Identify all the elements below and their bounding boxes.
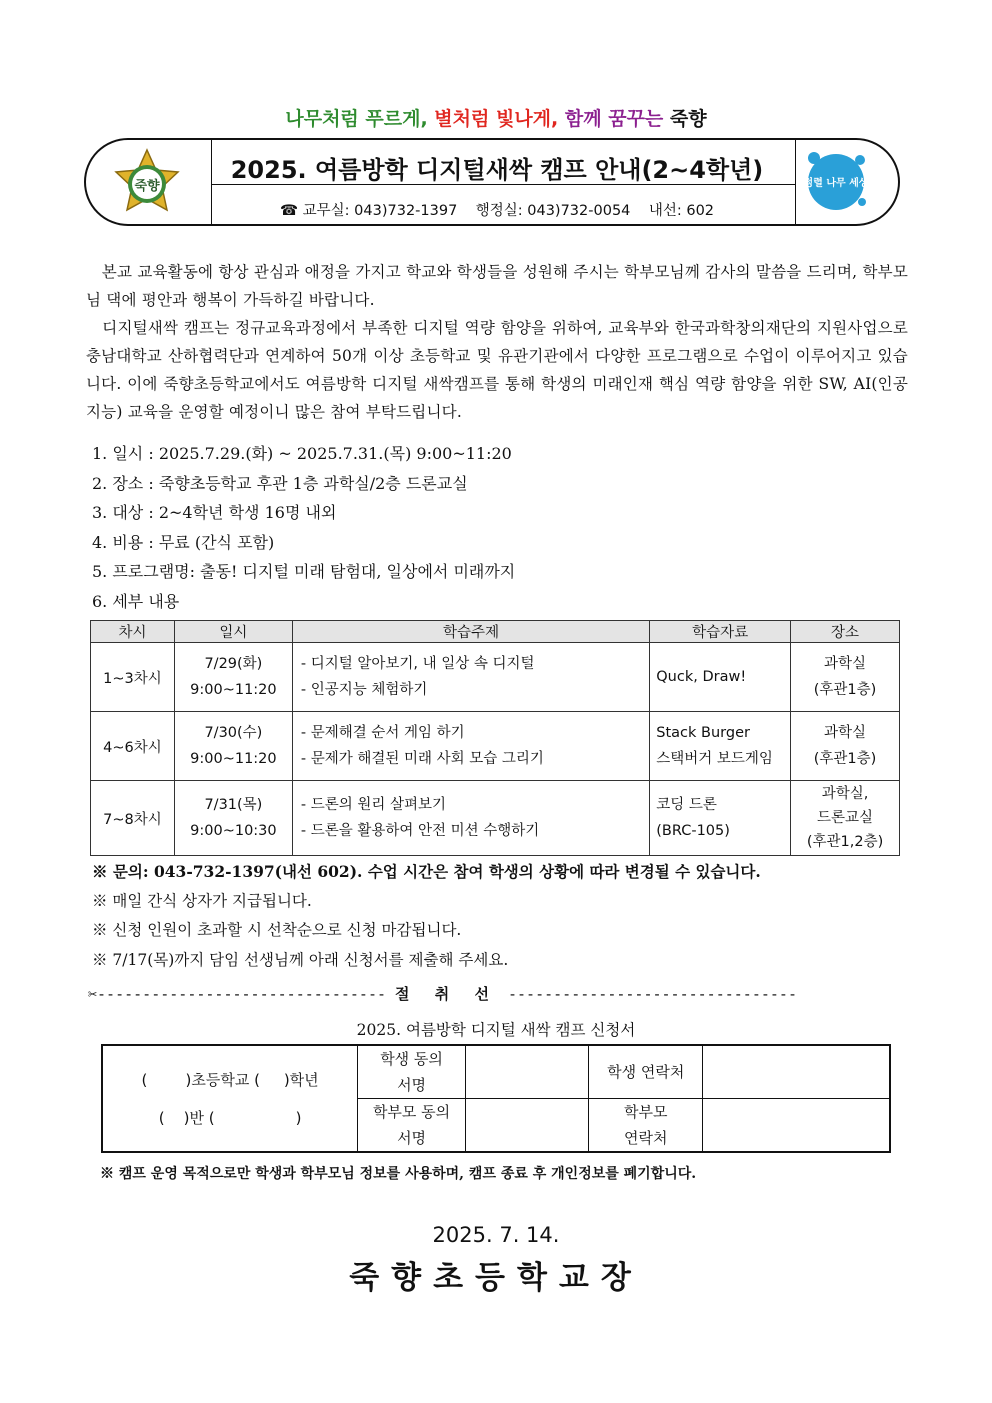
notes-list	[92, 857, 912, 975]
header-cell: 학습주제	[292, 621, 649, 643]
form-title: 2025. 여름방학 디지털 새싹 캠프 신청서	[356, 1021, 636, 1039]
student-contact-field[interactable]	[703, 1045, 890, 1099]
parent-contact-field[interactable]	[703, 1099, 890, 1153]
scissors-icon: ✂	[88, 985, 98, 1003]
note-item: ※ 신청 인원이 초과할 시 선착순으로 신청 마감됩니다.	[92, 921, 462, 939]
list-item: 2. 장소 : 죽향초등학교 후관 1층 과학실/2층 드론교실	[92, 473, 468, 493]
student-contact-label: 학생 연락처	[589, 1045, 703, 1099]
place-cell: 과학실, 드론교실 (후관1,2층)	[791, 781, 900, 856]
list-item: 6. 세부 내용	[92, 591, 180, 611]
principal-signature: 죽향초등학교장	[349, 1260, 643, 1296]
school-brand-icon	[800, 146, 872, 216]
material-cell: Quck, Draw!	[650, 643, 791, 712]
school-slogan	[0, 104, 992, 131]
application-form	[101, 1044, 891, 1153]
form-row	[102, 1045, 890, 1099]
cut-dashes-left: --------------------------------	[97, 985, 387, 1003]
parent-sign-field[interactable]	[465, 1099, 589, 1153]
date-cell: 7/31(목) 9:00~10:30	[174, 781, 292, 856]
topic-cell: - 드론의 원리 살펴보기 - 드론을 활용하여 안전 미션 수행하기	[292, 781, 649, 856]
date-cell: 7/29(화) 9:00~11:20	[174, 643, 292, 712]
slogan-part-2: 별처럼 빛나게,	[434, 108, 559, 130]
slogan-part-1: 나무처럼 푸르게,	[285, 108, 428, 130]
list-item: 5. 프로그램명: 출동! 디지털 미래 탐험대, 일상에서 미래까지	[92, 562, 516, 581]
brand-text: 정렬 나무 세상	[803, 178, 869, 189]
session-cell: 1~3차시	[91, 643, 175, 712]
contact-line	[210, 199, 784, 220]
list-item: 4. 비용 : 무료 (간식 포함)	[92, 532, 275, 552]
list-item: 1. 일시 : 2025.7.29.(화) ~ 2025.7.31.(목) 9:00~11:20	[92, 444, 512, 463]
material-cell: 코딩 드론 (BRC-105)	[650, 781, 791, 856]
info-list	[92, 439, 912, 616]
parent-sign-label: 학부모 동의 서명	[358, 1099, 466, 1153]
cut-label: 절 취 선	[395, 985, 499, 1003]
note-item: ※ 매일 간식 상자가 지급됩니다.	[92, 891, 312, 910]
slogan-part-3: 함께 꿈꾸는	[564, 108, 664, 130]
phone-icon: ☎	[279, 203, 299, 219]
session-cell: 7~8차시	[91, 781, 175, 856]
intro-paragraph-2: 디지털새싹 캠프는 정규교육과정에서 부족한 디지털 역량 함양을 위하여, 교육부와 한국과학창의재단의 지원사업으로 충남대학교 산하협력단과 연계하여 50개 이상 초등학교 및 유관기관에서 다양한 프로그램으로 수업이 이루어지고 있습니다. 이에 죽향초등학교에서도 여름방학 디지털 새싹캠프를 통해 학생의 미래인재 핵심 역량 함양을 위한 SW, AI(인공지능) 교육을 운영할 예정이니 많은 참여 부탁드립니다.	[86, 319, 908, 421]
cut-dashes-right: --------------------------------	[508, 985, 797, 1003]
cut-line	[88, 983, 888, 1004]
schedule-table	[90, 620, 900, 856]
student-info-cell[interactable]: ( )초등학교 ( )학년 ( )반 ( )	[102, 1045, 358, 1152]
issue-date: 2025. 7. 14.	[432, 1223, 560, 1247]
table-row	[91, 781, 900, 856]
student-sign-label: 학생 동의 서명	[358, 1045, 466, 1099]
table-header-row	[91, 621, 900, 643]
material-cell: Stack Burger 스택버거 보드게임	[650, 712, 791, 781]
parent-contact-label: 학부모 연락처	[589, 1099, 703, 1153]
date-cell: 7/30(수) 9:00~11:20	[174, 712, 292, 781]
header-right-divider	[795, 140, 796, 226]
emblem-text: 죽향	[134, 179, 160, 194]
header-cell: 차시	[91, 621, 175, 643]
note-item: ※ 7/17(목)까지 담임 선생님께 아래 신청서를 제출해 주세요.	[92, 950, 509, 969]
note-item: ※ 문의: 043-732-1397(내선 602). 수업 시간은 참여 학생의 상황에 따라 변경될 수 있습니다.	[92, 862, 761, 881]
intro-paragraph-1: 본교 교육활동에 항상 관심과 애정을 가지고 학교와 학생들을 성원해 주시는 학부모님께 감사의 말씀을 드리며, 학부모님 댁에 평안과 행복이 가득하길 바랍니다.	[86, 263, 908, 309]
student-sign-field[interactable]	[465, 1045, 589, 1099]
topic-cell: - 디지털 알아보기, 내 일상 속 디지털 - 인공지능 체험하기	[292, 643, 649, 712]
table-row	[91, 712, 900, 781]
slogan-part-4: 죽향	[669, 108, 707, 130]
header-cell: 장소	[791, 621, 900, 643]
list-item: 3. 대상 : 2~4학년 학생 16명 내외	[92, 503, 337, 522]
place-cell: 과학실 (후관1층)	[791, 643, 900, 712]
school-emblem-icon	[112, 148, 182, 218]
table-row	[91, 643, 900, 712]
header-cell: 일시	[174, 621, 292, 643]
contact-text: 교무실: 043)732-1397 행정실: 043)732-0054 내선: 602	[302, 203, 715, 219]
place-cell: 과학실 (후관1층)	[791, 712, 900, 781]
session-cell: 4~6차시	[91, 712, 175, 781]
header-cell: 학습자료	[650, 621, 791, 643]
page-title: 2025. 여름방학 디지털새싹 캠프 안내(2~4학년)	[230, 156, 764, 184]
privacy-footnote: ※ 캠프 운영 목적으로만 학생과 학부모님 정보를 사용하며, 캠프 종료 후 개인정보를 폐기합니다.	[100, 1166, 697, 1182]
topic-cell: - 문제해결 순서 게임 하기 - 문제가 해결된 미래 사회 모습 그리기	[292, 712, 649, 781]
